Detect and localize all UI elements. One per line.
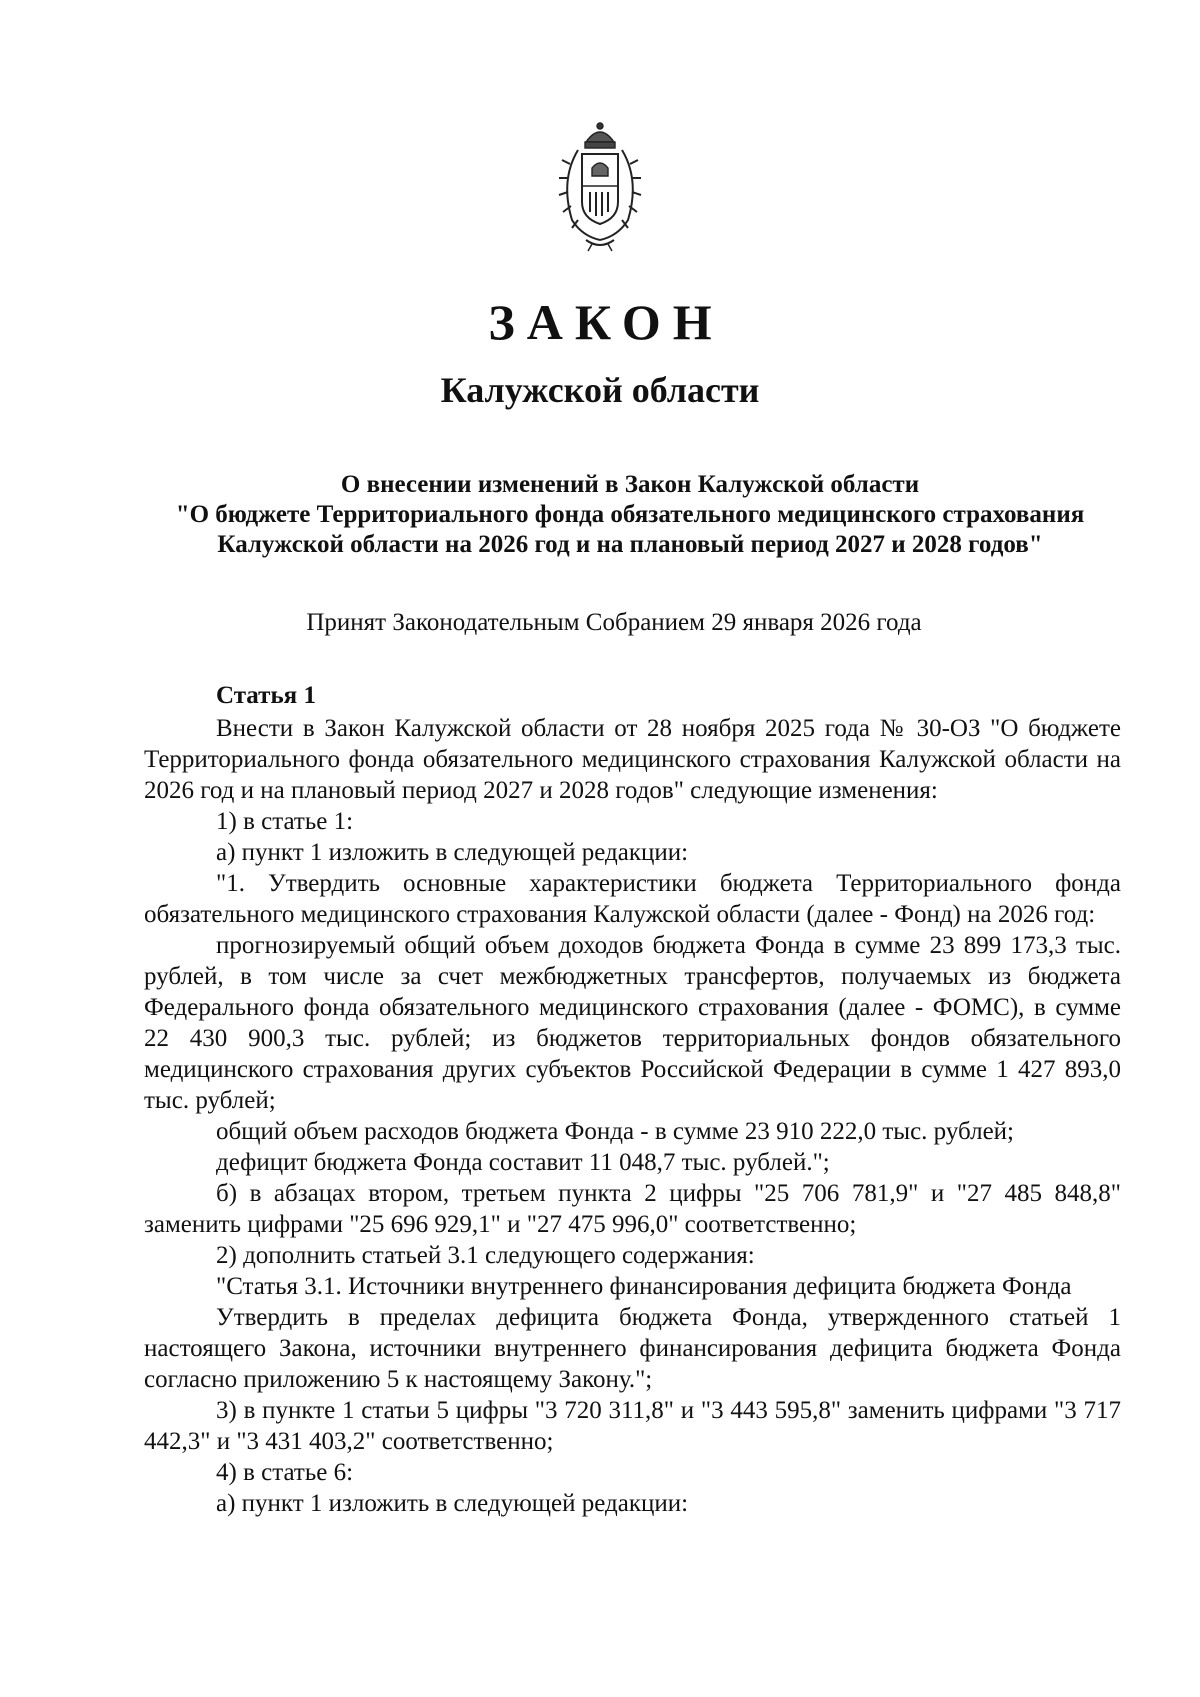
paragraph: 4) в статье 6: [216,1459,354,1486]
article-heading: Статья 1 [216,682,316,709]
region-title: Калужской области [440,370,760,410]
adoption-statement: Принят Законодательным Собранием 29 января 2026 года [306,609,922,636]
paragraph: Внести в Закон Калужской области от 28 ноября 2025 года № 30-ОЗ "О бюджете Территориального фонда обязательного медицинского страхования Калужской области на 2026 год и на плановый период 2027 и 2028 годов" следующие изменения: [144,715,1121,804]
paragraph: а) пункт 1 изложить в следующей редакции: [216,1490,689,1517]
paragraph: 2) дополнить статьей 3.1 следующего содержания: [216,1242,755,1269]
paragraph: 3) в пункте 1 статьи 5 цифры "3 720 311,8" и "3 443 595,8" заменить цифрами "3 717 442,3" и "3 431 403,2" соответственно; [144,1397,1121,1455]
paragraph: прогнозируемый общий объем доходов бюджета Фонда в сумме 23 899 173,3 тыс. рублей, в том числе за счет межбюджетных трансфертов, получаемых из бюджета Федерального фонда обязательного медицинского страхования (далее - ФОМС), в сумме 22 430 900,3 тыс. рублей; из бюджетов территориальных фондов обязательного медицинского страхования других субъектов Российской Федерации в сумме 1 427 893,0 тыс. рублей; [144,932,1121,1114]
paragraph: "Статья 3.1. Источники внутреннего финансирования дефицита бюджета Фонда [216,1273,1072,1300]
paragraph: а) пункт 1 изложить в следующей редакции: [216,839,689,866]
kaluga-coat-of-arms-icon [552,120,648,252]
law-body [144,680,1121,1519]
subject-line: "О бюджете Территориального фонда обязательного медицинского страхования [175,501,1085,528]
paragraph: б) в абзацах втором, третьем пункта 2 цифры "25 706 781,9" и "27 485 848,8" заменить цифрами "25 696 929,1" и "27 475 996,0" соответственно; [144,1180,1121,1238]
subject-line: Калужской области на 2026 год и на плановый период 2027 и 2028 годов" [217,531,1043,558]
paragraph: Утвердить в пределах дефицита бюджета Фонда, утвержденного статьей 1 настоящего Закона, источники внутреннего финансирования дефицита бюджета Фонда согласно приложению 5 к настоящему Закону."; [144,1304,1121,1393]
paragraph: 1) в статье 1: [216,808,354,835]
law-title: ЗАКОН [488,294,724,350]
paragraph: дефицит бюджета Фонда составит 11 048,7 тыс. рублей."; [216,1149,830,1176]
paragraph: "1. Утвердить основные характеристики бюджета Территориального фонда обязательного медицинского страхования Калужской области (далее - Фонд) на 2026 год: [144,870,1121,928]
paragraph: общий объем расходов бюджета Фонда - в сумме 23 910 222,0 тыс. рублей; [216,1118,1014,1145]
subject-line: О внесении изменений в Закон Калужской области [340,471,920,498]
law-subject [140,470,1120,560]
